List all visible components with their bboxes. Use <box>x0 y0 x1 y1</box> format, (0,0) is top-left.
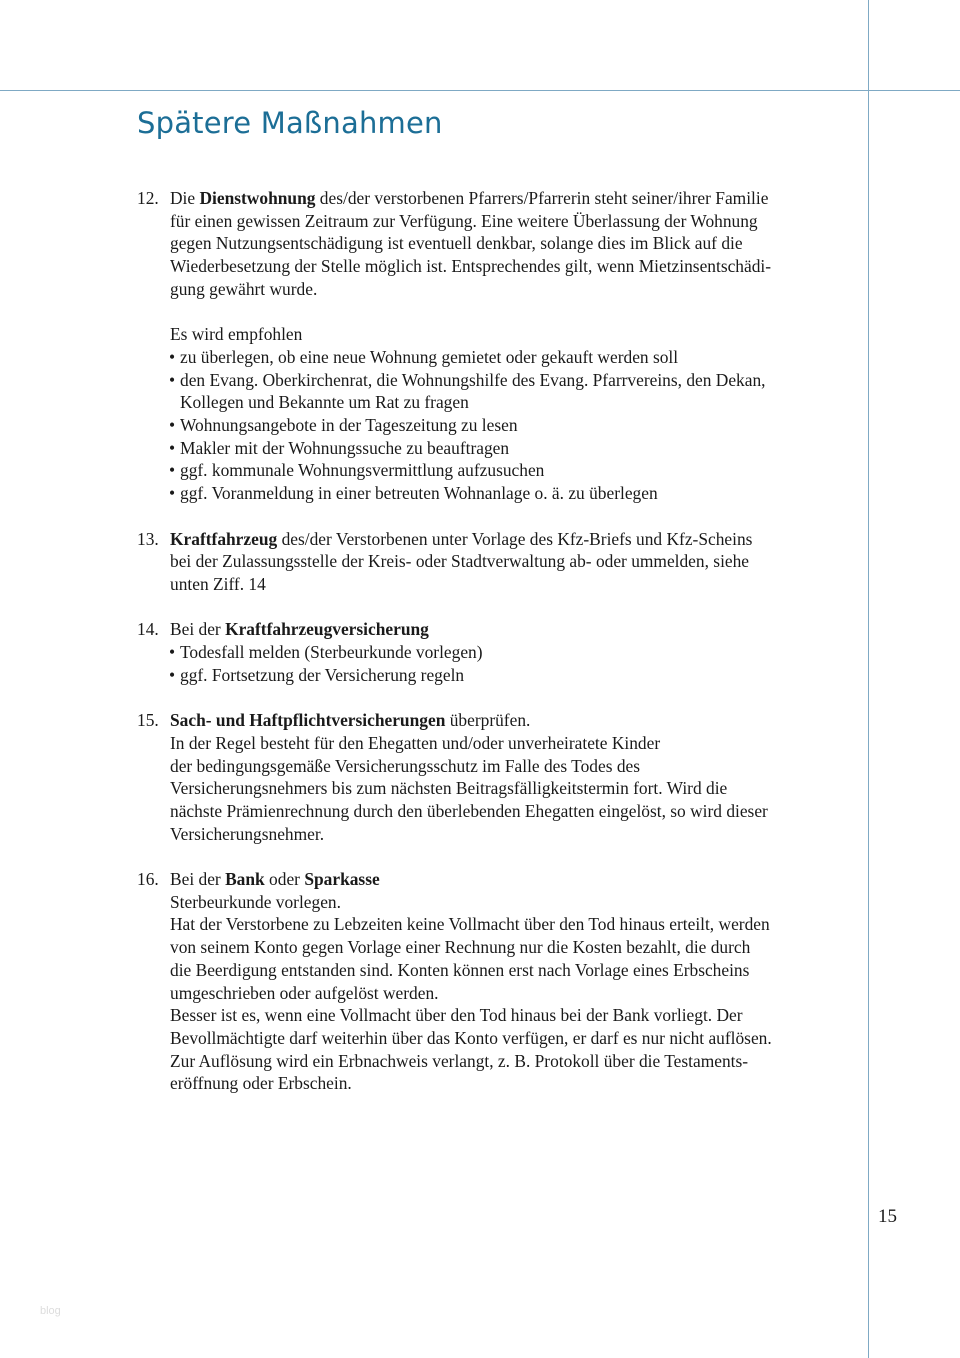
list-item-16 <box>137 868 857 1095</box>
bullet-item: • Wohnungsangebote in der Tageszeitung zu lesen <box>170 414 857 437</box>
bullet-continuation: Kollegen und Bekannte um Rat zu fragen <box>180 392 469 413</box>
bullet-item: • ggf. Voranmeldung in einer betreuten Wohnanlage o. ä. zu überlegen <box>170 482 857 505</box>
bullet-item: • ggf. kommunale Wohnungsvermittlung aufzusuchen <box>170 459 857 482</box>
item-line <box>170 709 857 732</box>
item-line <box>170 187 857 210</box>
keyword: Sparkasse <box>304 869 380 890</box>
item-number: 16. <box>137 869 159 890</box>
item-line: umgeschrieben oder aufgelöst werden. <box>170 982 439 1003</box>
text: Bei der <box>170 619 226 640</box>
bullet-item: • zu überlegen, ob eine neue Wohnung gemietet oder gekauft werden soll <box>170 346 857 369</box>
keyword: Sach- und Haftpflichtversicherungen <box>170 710 446 731</box>
bullet-item: • Makler mit der Wohnungssuche zu beauftragen <box>170 437 857 460</box>
page-title: Spätere Maßnahmen <box>137 106 443 140</box>
keyword: Kraftfahrzeug <box>170 528 278 549</box>
item-line <box>170 618 857 641</box>
item-line: gegen Nutzungsentschädigung ist eventuell denkbar, solange dies im Blick auf die <box>170 233 743 254</box>
text: des/der Verstorbenen unter Vorlage des Kfz-Briefs und Kfz-Scheins <box>277 528 753 549</box>
bullet-item: • Todesfall melden (Sterbeurkunde vorlegen) <box>170 641 857 664</box>
item-line <box>170 868 857 891</box>
item-line: Hat der Verstorbene zu Lebzeiten keine Vollmacht über den Tod hinaus erteilt, werden <box>170 914 770 935</box>
text: des/der verstorbenen Pfarrers/Pfarrerin steht seiner/ihrer Familie <box>315 188 769 208</box>
item-line: die Beerdigung entstanden sind. Konten können erst nach Vorlage eines Erbscheins <box>170 959 750 980</box>
item-line: eröffnung oder Erbschein. <box>170 1073 352 1094</box>
item-number: 14. <box>137 619 159 640</box>
margin-rule <box>868 0 869 1358</box>
list-item-14 <box>137 618 857 686</box>
page-number: 15 <box>878 1206 897 1227</box>
text: überprüfen. <box>445 710 531 731</box>
item-line: Sterbeurkunde vorlegen. <box>170 891 341 912</box>
item-line: nächste Prämienrechnung durch den überlebenden Ehegatten eingelöst, so wird dieser <box>170 800 768 821</box>
item-line: Zur Auflösung wird ein Erbnachweis verlangt, z. B. Protokoll über die Testaments- <box>170 1050 749 1071</box>
list-item-12 <box>137 187 857 505</box>
item-line: unten Ziff. 14 <box>170 573 266 594</box>
header-rule <box>0 90 960 91</box>
item-line: der bedingungsgemäße Versicherungsschutz im Falle des Todes des <box>170 755 640 776</box>
item-line: In der Regel besteht für den Ehegatten und/oder unverheiratete Kinder <box>170 732 661 753</box>
item-line <box>170 528 857 551</box>
item-number: 12. <box>137 188 159 208</box>
item-number: 13. <box>137 528 159 549</box>
item-line: Besser ist es, wenn eine Vollmacht über den Tod hinaus bei der Bank vorliegt. Der <box>170 1005 743 1026</box>
text: oder <box>264 869 305 890</box>
keyword: Kraftfahrzeugversicherung <box>225 619 429 640</box>
bullet-item: • den Evang. Oberkirchenrat, die Wohnungshilfe des Evang. Pfarrvereins, den Dekan, <box>170 369 857 392</box>
watermark: blog <box>40 1305 61 1317</box>
list-item-13 <box>137 528 857 596</box>
item-line: Wiederbesetzung der Stelle möglich ist. Entsprechendes gilt, wenn Mietzinsentschädi- <box>170 256 772 277</box>
list-item-15 <box>137 709 857 845</box>
item-line: von seinem Konto gegen Vorlage einer Rechnung nur die Kosten bezahlt, die durch <box>170 937 751 958</box>
item-line: Versicherungsnehmer. <box>170 823 325 844</box>
text: Die <box>170 188 200 208</box>
recommend-intro: Es wird empfohlen <box>170 324 303 345</box>
document-body <box>137 187 857 1118</box>
bullet-item: • ggf. Fortsetzung der Versicherung regeln <box>170 664 857 687</box>
item-line: für einen gewissen Zeitraum zur Verfügung. Eine weitere Überlassung der Wohnung <box>170 210 758 231</box>
item-line: bei der Zulassungsstelle der Kreis- oder Stadtverwaltung ab- oder ummelden, siehe <box>170 551 750 572</box>
item-line: gung gewährt wurde. <box>170 278 318 299</box>
item-line: Versicherungsnehmers bis zum nächsten Beitragsfälligkeitstermin fort. Wird die <box>170 778 728 799</box>
keyword: Dienstwohnung <box>199 188 316 208</box>
item-number: 15. <box>137 710 159 731</box>
item-line: Bevollmächtigte darf weiterhin über das Konto verfügen, er darf es nur nicht auflösen. <box>170 1027 772 1048</box>
text: Bei der <box>170 869 226 890</box>
keyword: Bank <box>225 869 265 890</box>
